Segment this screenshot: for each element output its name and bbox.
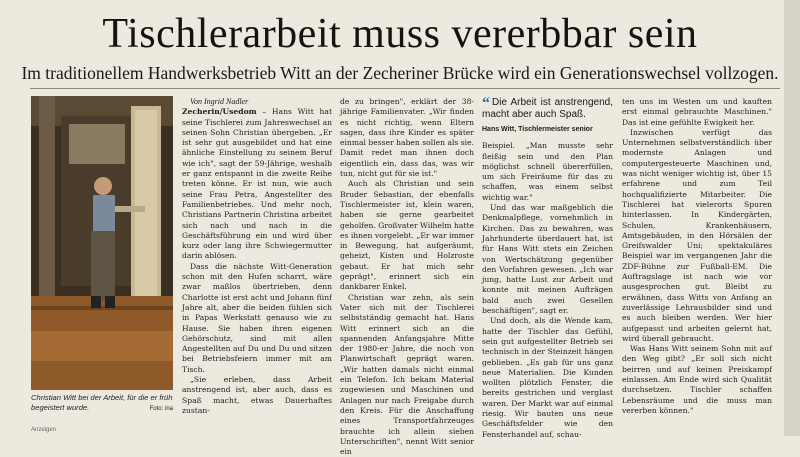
quote-mark-icon: “ <box>482 95 490 112</box>
column-2-paragraph-2: Auch als Christian und sein Bruder Sebastian, der ebenfalls Tischlermeister ist, klein waren, haben sie gerne gearbeitet geholfen. Großvater Wilhelm hatte es ihnen vorgelebt. „Er war immer in Bewegung, hat aufgeräumt, geheizt, Kisten und Holzroste gebaut. Er hat mich sehr geprägt", erinnert sich ein dankbarer Enkel. <box>340 179 474 292</box>
article-column-3 <box>482 97 613 440</box>
column-3-paragraph-3: Und doch, als die Wende kam, hatte der Tischler das Gefühl, sein gut aufgestellter Betrieb sei technisch in der Steinzeit hängen geblieben. „Es gab für uns ganz neue Materialien. Die Kunden wollten plötzlich Fenster, die bereits gestrichen und verglast waren. Der Markt war auf einmal riesig. Wir bauten uns neue Geschäftsfelder wie den Fensterhandel auf, schau- <box>482 316 613 439</box>
article-column-1 <box>182 97 332 416</box>
dateline: Zecherin/Usedom <box>182 107 257 117</box>
article-column-4 <box>622 97 772 416</box>
pull-quote <box>482 97 613 135</box>
column-1-paragraph-3: „Sie erleben, dass Arbeit anstrengend ist, aber auch, dass es Spaß macht, etwas Dauerhaftes zustan- <box>182 375 332 415</box>
article-headline: Tischlerarbeit muss vererbbar sein <box>102 11 698 57</box>
pull-quote-source: Hans Witt, Tischlermeister senior <box>482 126 593 133</box>
column-4-paragraph-1: ten uns im Westen um und kauften erst einmal gebrauchte Maschinen." Das ist eine gefühlte Ewigkeit her. <box>622 97 772 127</box>
workshop-photo <box>31 96 173 390</box>
footer-label: Anzeigen <box>31 427 57 433</box>
column-2-paragraph-1: de zu bringen", erklärt der 38-jährige Familienvater. „Wir finden es nicht richtig, wenn Eltern sagen, dass ihre Kinder es später einmal besser haben sollen als sie. Damit redet man ihnen doch eigentlich ein, dass das, was wir tun, nicht gut für sie ist." <box>340 97 474 179</box>
column-1-paragraph-1-text: – Hans Witt hat seine Tischlerei zum Jahreswechsel an seinen Sohn Christian übergeben. „Er ist sehr gut ausgebildet und hat eine ähnliche Einstellung zu seinem Beruf wie ich", sagt der 59-Jährige, weshalb er ganz entspannt in die zweite Reihe treten könne. Er ist nun, wie auch seine Frau Petra, Angestellter des Familienbetriebes. Und mehr noch, Christians Partnerin Christina arbeitet sich nach und nach in die Geschäftsführung ein und wird über kurz oder lang ihre Schwiegermutter darin ablösen. <box>182 107 332 261</box>
column-4-paragraph-3: Was Hans Witt seinem Sohn mit auf den Weg gibt? „Er soll sich nicht beirren und auf keinen Preiskampf einlassen. Am Ende wird sich Qualität durchsetzen. Tischler schaffen Lebensräume und die muss man vererben können." <box>622 344 772 415</box>
page-edge <box>784 0 800 436</box>
photo-caption-text: Christian Witt bei der Arbeit, für die er früh begeistert wurde. <box>31 393 173 412</box>
column-1-paragraph-2: Dass die nächste Witt-Generation schon mit den Hufen scharrt, wäre zwar maßlos übertrieben, denn Charlotte ist erst acht und Johann fünf Jahre alt, aber die beiden fühlen sich in Papas Werkstatt genauso wie zu Hause. Sie haben ihren eigenen Gehörschutz, sind mit allen Angestellten auf Du und Du und sitzen bei Betriebsfeiern immer mit am Tisch. <box>182 261 332 374</box>
article-subheadline: Im traditionellem Handwerksbetrieb Witt an der Zecheriner Brücke wird ein Generationswechsel vollzogen. <box>21 63 779 83</box>
column-4-paragraph-2: Inzwischen verfügt das Unternehmen selbstverständlich über modernste Anlagen und computergesteuerte Maschinen und, was nicht weniger wichtig ist, über 15 erfahrene und zum Teil hochqualifizierte Mitarbeiter. Die Tischlerei hat vielerorts Spuren hinterlassen. In Kindergärten, Schulen, Krankenhäusern, Amtsgebäuden, in den Hörsälen der Greifswalder Uni; spektakuläres Beispiel war im vergangenen Jahr die ZDF-Bühne zur Fußball-EM. Die Auftragslage ist nach wie vor ausgesprochen gut. Bleibt zu erwähnen, dass Witts von Anfang an zuverlässige Lehrausbilder sind und es auch bleiben werden. Wer hier aufgepasst und arbeiten gelernt hat, wird überall gebraucht. <box>622 127 772 343</box>
photo-credit: Foto: ina <box>149 406 173 412</box>
article-column-2 <box>340 97 474 457</box>
column-2-paragraph-3: Christian war zehn, als sein Vater sich mit der Tischlerei selbstständig gemacht hat. Hans Witt erinnert sich an die spannenden Anfangsjahre Mitte der 1980-er Jahre, die noch von Planwirtschaft geprägt waren. „Wir hatten damals nicht einmal ein Telefon. Ich bekam Material zugewiesen und Maschinen und Anlagen nur nach Freigabe durch den Kreis. Für die Anschaffung eines Transportfahrzeuges brauchte ich allein sieben Unterschriften", nennt Witt senior ein <box>340 292 474 457</box>
author-byline: Von Ingrid Nadler <box>190 97 249 106</box>
column-3-paragraph-1: Beispiel. „Man musste sehr fleißig sein und den Plan möglichst schnell übererfüllen, um sich Freiräume für das zu schaffen, was einem selbst wichtig war." <box>482 141 613 202</box>
headline-divider <box>30 88 780 89</box>
column-1-paragraph-1 <box>182 107 332 261</box>
pull-quote-text-line <box>482 97 613 121</box>
photo-caption <box>31 393 173 414</box>
column-3-paragraph-2: Und das war maßgeblich die Denkmalpflege, vornehmlich in Kirchen. Das zu bewahren, was Jahrhunderte überdauert hat, ist für Hans Witt stets ein Zeichen von Wertschätzung gegenüber den Vorfahren gewesen. „Ich war jung, hatte Lust zur Arbeit und konnte mit meinen Aufträgen bald auch zwei Gesellen beschäftigen", sagt er. <box>482 203 613 316</box>
pull-quote-text: Die Arbeit ist anstrengend, macht aber auch Spaß. <box>482 97 613 120</box>
